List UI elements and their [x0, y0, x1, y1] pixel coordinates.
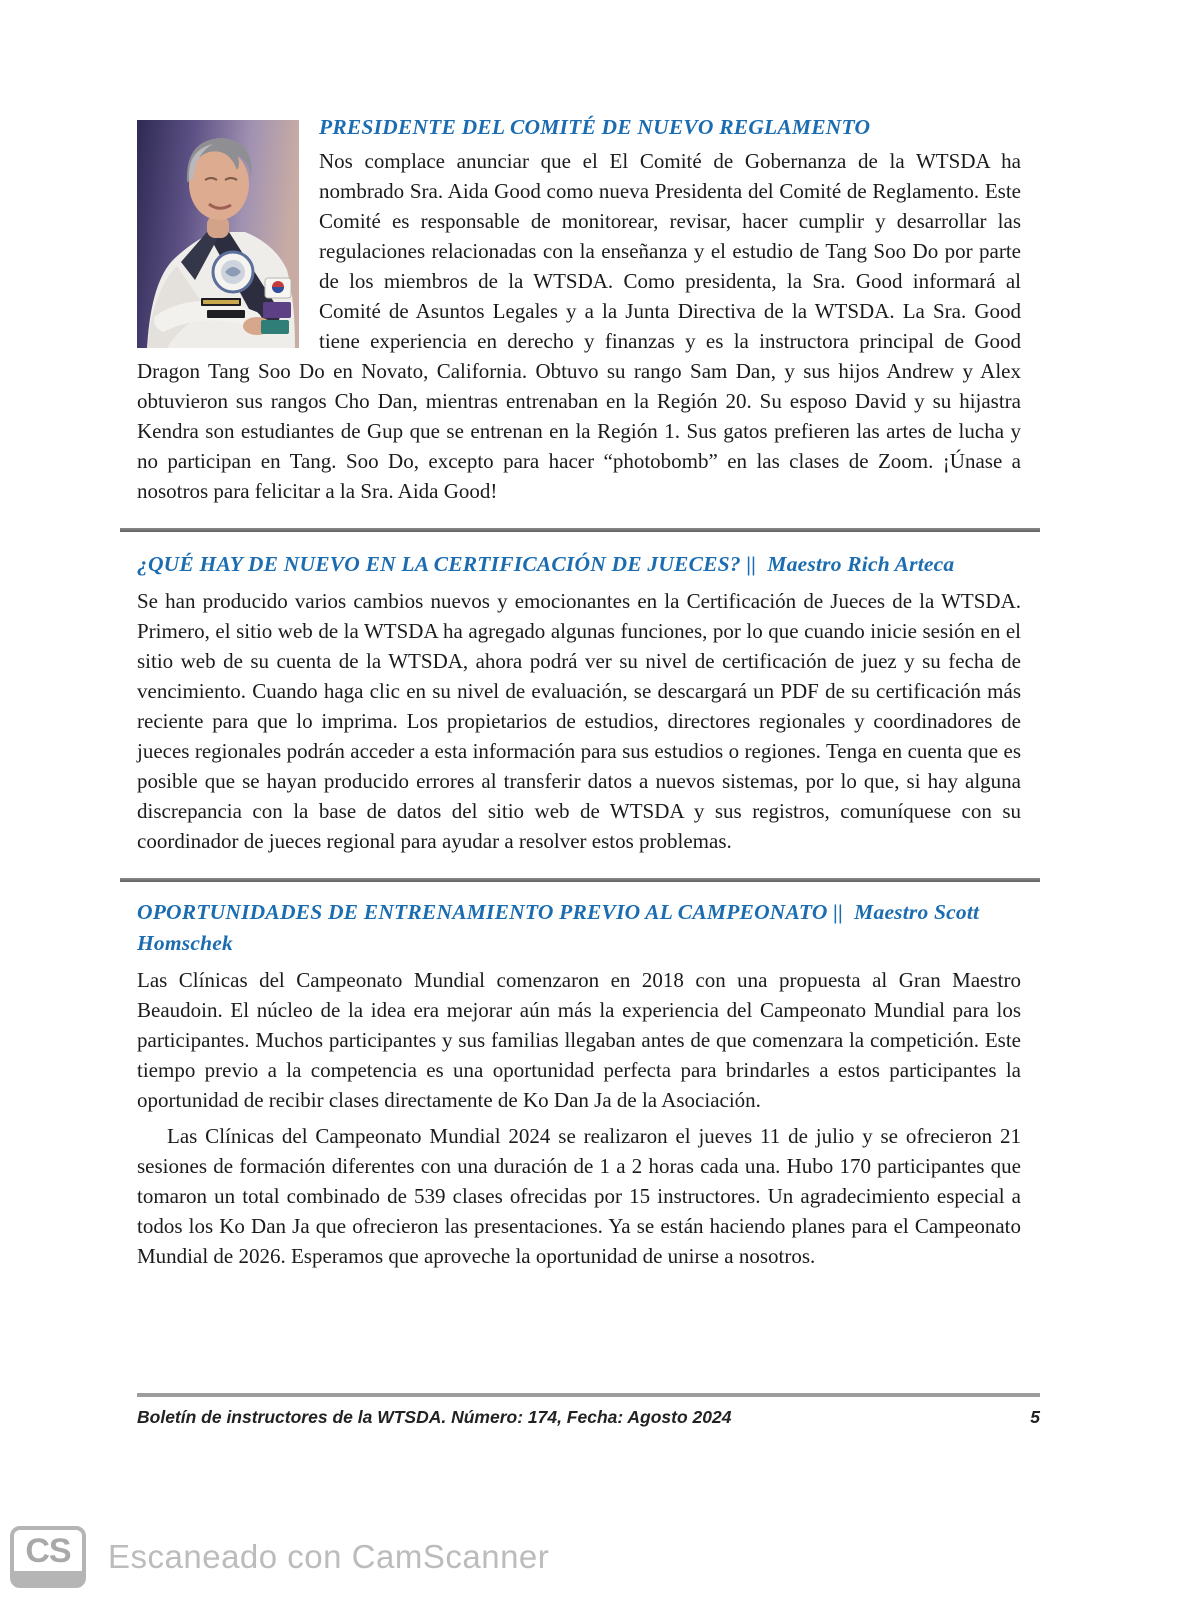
section-paragraph: Se han producido varios cambios nuevos y emocionantes en la Certificación de Jueces de la WTSDA. Primero, el sitio web de la WTSDA ha agregado algunas funciones, por lo que cuando inicie sesión en el sitio web de su cuenta de la WTSDA, ahora podrá ver su nivel de certificación de juez y su fecha de vencimiento. Cuando haga clic en su nivel de evaluación, se descargará un PDF de su certificación más reciente para que lo imprima. Los propietarios de estudios, directores regionales y coordinadores de jueces regionales podrán acceder a esta información para sus estudios o regiones. Tenga en cuenta que es posible que se hayan producido errores al transferir datos a nuevos sistemas, por lo que, si hay alguna discrepancia con la base de datos del sitio web de WTSDA y sus registros, comuníquese con su coordinador de jueces regional para ayudar a resolver estos problemas. [137, 589, 1021, 853]
portrait-photo [137, 120, 299, 348]
section-author: Maestro Rich Arteca [767, 552, 955, 576]
section-certificacion-jueces [137, 549, 1021, 856]
page-footer [137, 1393, 1040, 1428]
section-heading: PRESIDENTE DEL COMITÉ DE NUEVO REGLAMENTO [319, 115, 871, 139]
portrait-illustration [137, 120, 299, 348]
section-title: ¿QUÉ HAY DE NUEVO EN LA CERTIFICACIÓN DE JUECES? [137, 552, 741, 576]
section-heading [137, 897, 1021, 959]
footer-page-number: 5 [1030, 1407, 1040, 1427]
camscanner-watermark [10, 1526, 549, 1588]
camscanner-logo-letters: CS [25, 1531, 71, 1570]
section-divider [120, 878, 1040, 882]
section-paragraph: Las Clínicas del Campeonato Mundial comenzaron en 2018 con una propuesta al Gran Maestro Beaudoin. El núcleo de la idea era mejorar aún más la experiencia del Campeonato Mundial para los participantes. Muchos participantes y sus familias llegaban antes de que comenzara la competición. Este tiempo previo a la competencia es una oportunidad perfecta para brindarles a estos participantes la oportunidad de recibir clases directamente de Ko Dan Ja de la Asociación. [137, 968, 1021, 1112]
section-paragraph: Las Clínicas del Campeonato Mundial 2024 se realizaron el jueves 11 de julio y se ofrecieron 21 sesiones de formación diferentes con una duración de 1 a 2 horas cada una. Hubo 170 participantes que tomaron un total combinado de 539 clases ofrecidas por 15 instructores. Un agradecimiento especial a todos los Ko Dan Ja que ofrecieron las presentaciones. Ya se están haciendo planes para el Campeonato Mundial de 2026. Esperamos que aproveche la oportunidad de unirse a nosotros. [137, 1124, 1021, 1268]
section-presidente-comite [137, 110, 1021, 506]
section-entrenamiento-previo [137, 897, 1021, 1271]
camscanner-watermark-text: Escaneado con CamScanner [108, 1538, 550, 1575]
footer-newsletter-info: Boletín de instructores de la WTSDA. Número: 174, Fecha: Agosto 2024 [137, 1407, 732, 1427]
heading-separator: || [746, 552, 757, 576]
section-author: Maestro Scott Homschek [137, 900, 980, 955]
section-divider [120, 528, 1040, 532]
section-heading [137, 549, 1021, 580]
section-paragraph: Nos complace anunciar que el El Comité de Gobernanza de la WTSDA ha nombrado Sra. Aida Good como nueva Presidenta del Comité de Reglamento. Este Comité es responsable de monitorear, revisar, hacer cumplir y desarrollar las regulaciones relacionadas con la enseñanza y el estudio de Tang Soo Do por parte de los miembros de la WTSDA. Como presidenta, la Sra. Good informará al Comité de Asuntos Legales y a la Junta Directiva de la WTSDA. La Sra. Good tiene experiencia en derecho y finanzas y es la instructora principal de Good Dragon Tang Soo Do en Novato, California. Obtuvo su rango Sam Dan, y sus hijos Andrew y Alex obtuvieron sus rangos Cho Dan, mientras entrenaban en la Región 20. Su esposo David y su hijastra Kendra son estudiantes de Gup que se entrenan en la Región 1. Sus gatos prefieren las artes de lucha y no participan en Tang. Soo Do, excepto para hacer “photobomb” en las clases de Zoom. ¡Únase a nosotros para felicitar a la Sra. Aida Good! [137, 149, 1021, 503]
camscanner-logo-strip [13, 1571, 83, 1585]
footer-rule [137, 1393, 1040, 1397]
heading-separator: || [833, 900, 844, 924]
camscanner-logo-icon [10, 1526, 86, 1588]
section-title: OPORTUNIDADES DE ENTRENAMIENTO PREVIO AL CAMPEONATO [137, 900, 828, 924]
newsletter-page [137, 110, 1021, 1271]
